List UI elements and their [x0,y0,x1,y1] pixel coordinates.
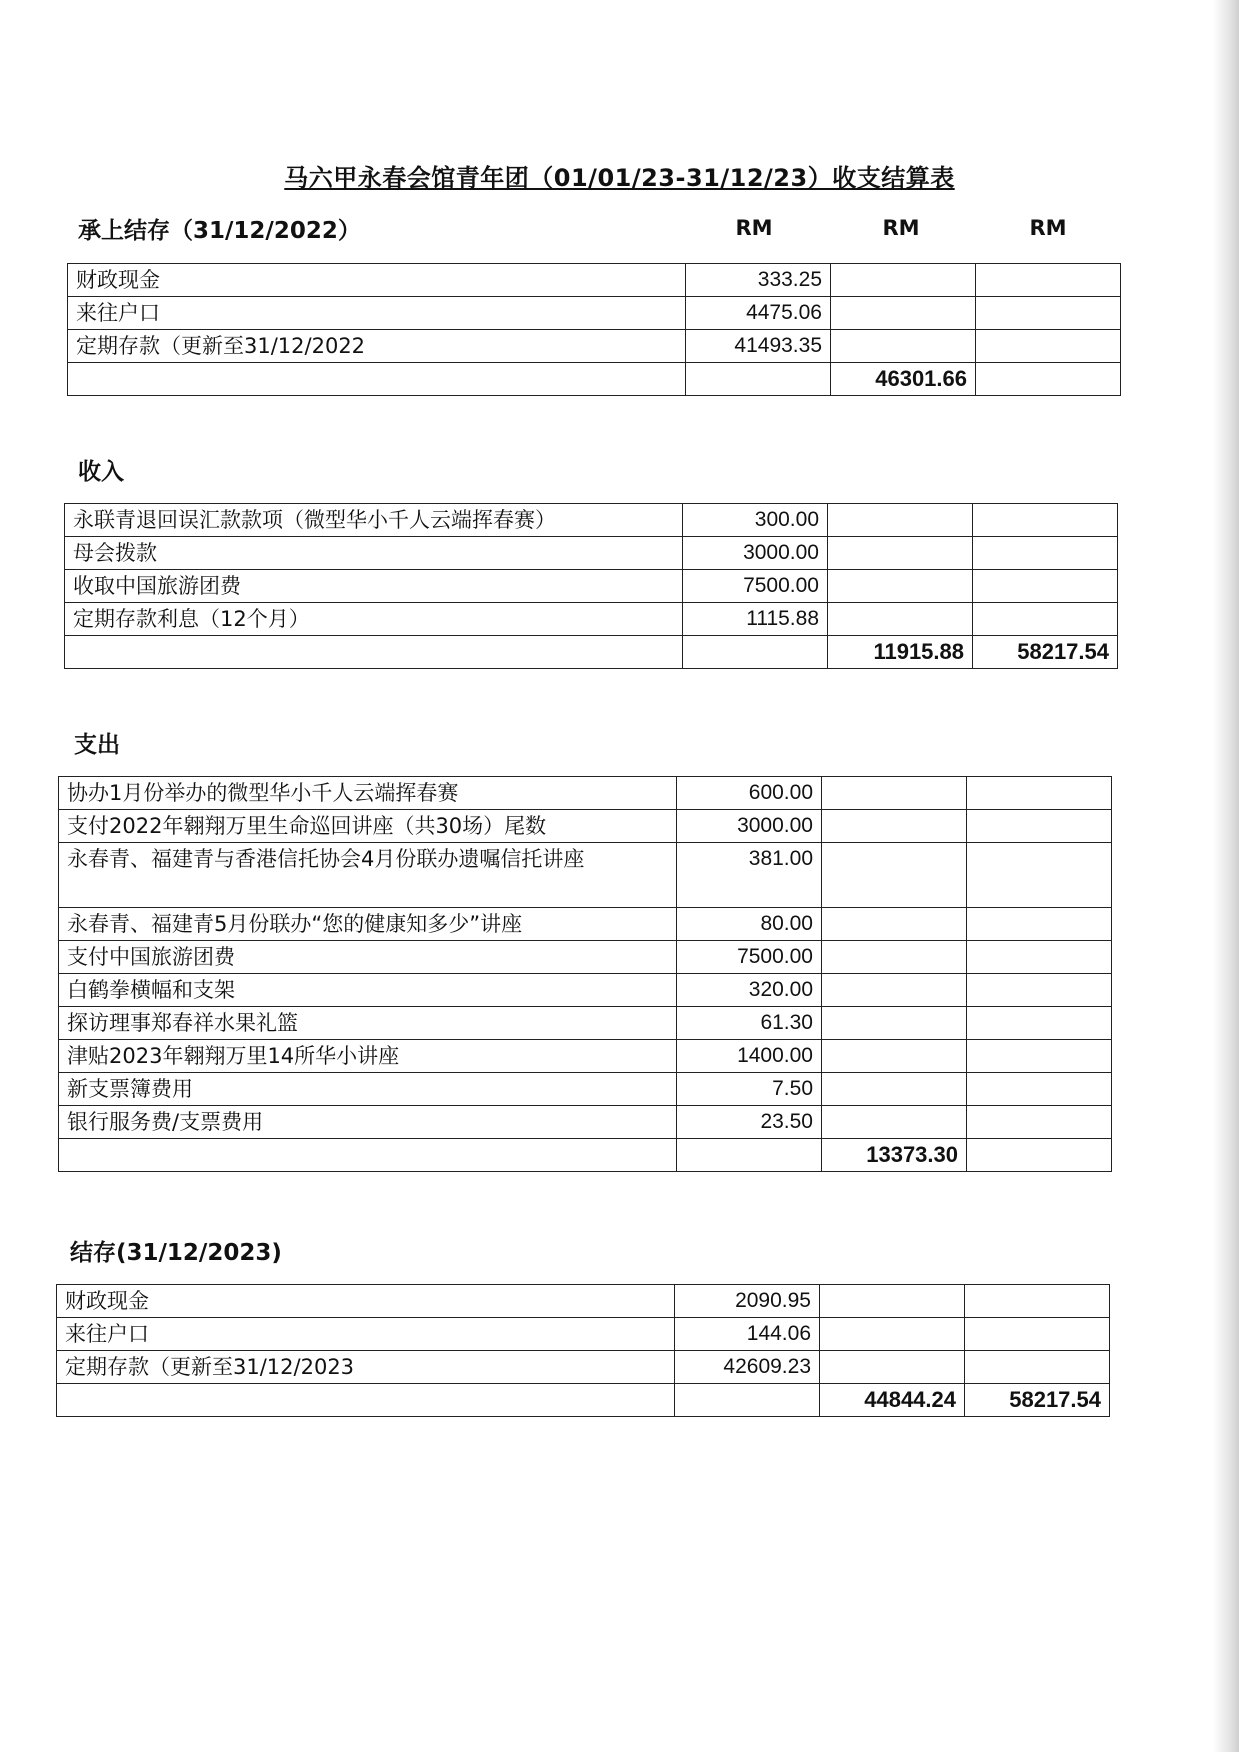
currency-header-1: RM [735,216,773,240]
row-label: 定期存款利息（12个月） [65,603,683,636]
table-row [59,941,1112,974]
row-label: 探访理事郑春祥水果礼篮 [59,1007,677,1040]
income-table [64,503,1118,669]
opening-table [67,263,1121,396]
row-label: 定期存款（更新至31/12/2023 [57,1351,675,1384]
closing-table [56,1284,1110,1417]
row-label: 母会拨款 [65,537,683,570]
table-row [59,908,1112,941]
table-row [59,1007,1112,1040]
row-label: 财政现金 [57,1285,675,1318]
row-amount: 80.00 [677,908,822,941]
row-amount: 381.00 [677,843,822,908]
subtotal-row [68,363,1121,396]
table-row [59,777,1112,810]
expense-heading: 支出 [74,732,120,758]
table-row [57,1285,1110,1318]
opening-heading: 承上结存（31/12/2022） [78,218,361,244]
table-row [68,264,1121,297]
row-amount: 41493.35 [686,330,831,363]
row-amount: 61.30 [677,1007,822,1040]
table-row [57,1318,1110,1351]
row-label: 来往户口 [57,1318,675,1351]
row-amount: 23.50 [677,1106,822,1139]
row-amount: 600.00 [677,777,822,810]
page-title: 马六甲永春会馆青年团（01/01/23-31/12/23）收支结算表 [284,164,955,192]
row-label: 收取中国旅游团费 [65,570,683,603]
row-label: 津贴2023年翱翔万里14所华小讲座 [59,1040,677,1073]
currency-header-2: RM [882,216,920,240]
table-row [57,1351,1110,1384]
scan-edge-shadow [1213,0,1239,1752]
row-label: 财政现金 [68,264,686,297]
income-heading: 收入 [78,459,124,485]
row-amount: 320.00 [677,974,822,1007]
row-amount: 333.25 [686,264,831,297]
row-label: 来往户口 [68,297,686,330]
income-grand-total: 58217.54 [973,636,1118,669]
row-label: 白鹤拳横幅和支架 [59,974,677,1007]
table-row [59,1073,1112,1106]
row-label: 协办1月份举办的微型华小千人云端挥春赛 [59,777,677,810]
row-amount: 1400.00 [677,1040,822,1073]
row-amount: 144.06 [675,1318,820,1351]
row-label: 永联青退回误汇款款项（微型华小千人云端挥春赛） [65,504,683,537]
expense-table [58,776,1112,1172]
row-amount: 7500.00 [683,570,828,603]
row-label: 银行服务费/支票费用 [59,1106,677,1139]
subtotal-row [57,1384,1110,1417]
table-row [65,603,1118,636]
table-row [68,330,1121,363]
table-row [59,843,1112,908]
table-row [68,297,1121,330]
closing-subtotal: 44844.24 [820,1384,965,1417]
row-label: 定期存款（更新至31/12/2022 [68,330,686,363]
row-amount: 3000.00 [677,810,822,843]
table-row [65,504,1118,537]
row-amount: 42609.23 [675,1351,820,1384]
table-row [59,1040,1112,1073]
row-amount: 300.00 [683,504,828,537]
closing-heading: 结存(31/12/2023) [70,1240,282,1266]
row-label: 永春青、福建青与香港信托协会4月份联办遗嘱信托讲座 [59,843,677,908]
subtotal-row [65,636,1118,669]
table-row [59,974,1112,1007]
row-label: 支付2022年翱翔万里生命巡回讲座（共30场）尾数 [59,810,677,843]
row-amount: 3000.00 [683,537,828,570]
opening-subtotal: 46301.66 [831,363,976,396]
row-label: 永春青、福建青5月份联办“您的健康知多少”讲座 [59,908,677,941]
currency-header-3: RM [1029,216,1067,240]
closing-grand-total: 58217.54 [965,1384,1110,1417]
subtotal-row [59,1139,1112,1172]
row-amount: 2090.95 [675,1285,820,1318]
row-amount: 4475.06 [686,297,831,330]
expense-subtotal: 13373.30 [822,1139,967,1172]
row-amount: 1115.88 [683,603,828,636]
income-subtotal: 11915.88 [828,636,973,669]
row-amount: 7.50 [677,1073,822,1106]
table-row [65,537,1118,570]
row-label: 新支票簿费用 [59,1073,677,1106]
row-amount: 7500.00 [677,941,822,974]
table-row [65,570,1118,603]
table-row [59,1106,1112,1139]
row-label: 支付中国旅游团费 [59,941,677,974]
table-row [59,810,1112,843]
